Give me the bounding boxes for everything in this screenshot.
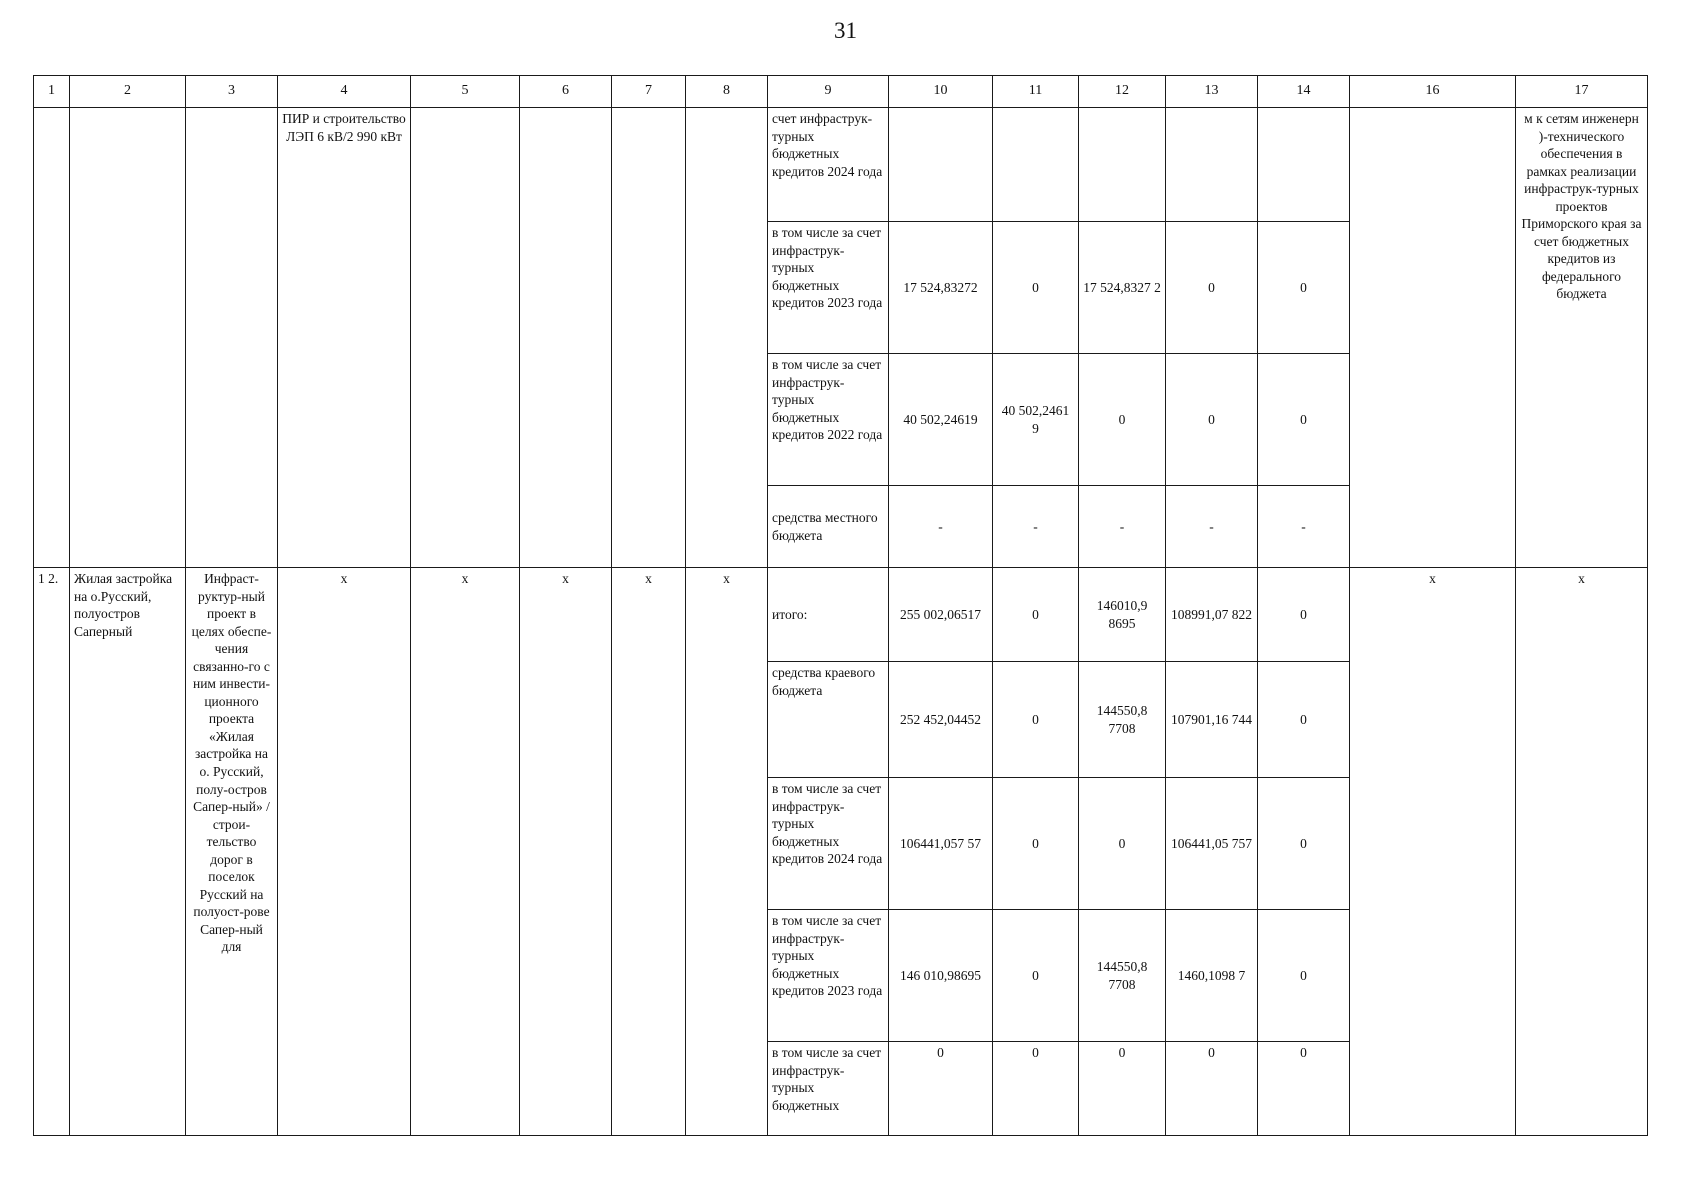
table-row	[34, 108, 1648, 222]
column-header: 4	[278, 76, 411, 108]
value-cell: 107901,16 744	[1166, 662, 1258, 778]
value-cell	[1166, 108, 1258, 222]
value-cell: 1460,1098 7	[1166, 910, 1258, 1042]
cell-x: x	[1516, 568, 1648, 1136]
value-cell: 106441,05 757	[1166, 778, 1258, 910]
value-cell: 0	[993, 910, 1079, 1042]
value-cell: 0	[1258, 222, 1350, 354]
value-cell: 252 452,04452	[889, 662, 993, 778]
object-description: ПИР и строительство ЛЭП 6 кВ/2 990 кВт	[278, 108, 411, 568]
funding-source-label: в том числе за счет инфраструк-турных бюджетных кредитов 2022 года	[768, 354, 889, 486]
value-cell: 0	[1258, 778, 1350, 910]
column-number-header	[34, 76, 1648, 108]
column-header: 8	[686, 76, 768, 108]
value-cell: 0	[993, 1042, 1079, 1136]
cell-x: x	[686, 568, 768, 1136]
column-header: 12	[1079, 76, 1166, 108]
value-cell: -	[889, 486, 993, 568]
column-header: 13	[1166, 76, 1258, 108]
value-cell	[1079, 108, 1166, 222]
value-cell	[889, 108, 993, 222]
cell-empty	[70, 108, 186, 568]
value-cell: 0	[993, 222, 1079, 354]
column-header: 2	[70, 76, 186, 108]
funding-source-label: средства краевого бюджета	[768, 662, 889, 778]
row-number: 1 2.	[34, 568, 70, 1136]
cell-empty	[34, 108, 70, 568]
cell-empty	[186, 108, 278, 568]
value-cell: 108991,07 822	[1166, 568, 1258, 662]
value-cell: 255 002,06517	[889, 568, 993, 662]
value-cell: 0	[993, 568, 1079, 662]
column-header: 6	[520, 76, 612, 108]
funding-source-label: счет инфраструк-турных бюджетных кредитов 2024 года	[768, 108, 889, 222]
value-cell	[1258, 108, 1350, 222]
value-cell: 146 010,98695	[889, 910, 993, 1042]
value-cell: 146010,9 8695	[1079, 568, 1166, 662]
value-cell: 40 502,24619	[889, 354, 993, 486]
cell-empty	[686, 108, 768, 568]
column-header: 14	[1258, 76, 1350, 108]
value-cell: 0	[1258, 910, 1350, 1042]
value-cell: 0	[1166, 222, 1258, 354]
value-cell: -	[1079, 486, 1166, 568]
column-header: 5	[411, 76, 520, 108]
value-cell: 0	[1166, 354, 1258, 486]
value-cell: 144550,8 7708	[1079, 910, 1166, 1042]
funding-source-label: в том числе за счет инфраструк-турных бюджетных	[768, 1042, 889, 1136]
column-header: 9	[768, 76, 889, 108]
value-cell: 0	[1258, 662, 1350, 778]
value-cell: -	[993, 486, 1079, 568]
funding-source-label: в том числе за счет инфраструк-турных бюджетных кредитов 2023 года	[768, 910, 889, 1042]
value-cell: 17 524,8327 2	[1079, 222, 1166, 354]
column-header: 1	[34, 76, 70, 108]
value-cell: 0	[889, 1042, 993, 1136]
value-cell: 0	[1258, 568, 1350, 662]
value-cell: 0	[993, 662, 1079, 778]
column-header: 10	[889, 76, 993, 108]
value-cell: 40 502,2461 9	[993, 354, 1079, 486]
value-cell: 0	[1079, 354, 1166, 486]
value-cell: 0	[1079, 1042, 1166, 1136]
page-number: 31	[834, 18, 857, 43]
cell-x: x	[520, 568, 612, 1136]
column-header: 7	[612, 76, 686, 108]
project-description: Инфраст-руктур-ный проект в целях обеспе-чения связанно-го с ним инвести-ционного проекта «Жилая застройка на о. Русский, полу-остров Сапер-ный» /строи-тельство дорог в поселок Русский на полуост-рове Сапер-ный для	[186, 568, 278, 1136]
value-cell: -	[1166, 486, 1258, 568]
value-cell: 0	[993, 778, 1079, 910]
value-cell: 106441,057 57	[889, 778, 993, 910]
value-cell: 0	[1079, 778, 1166, 910]
cell-empty	[1350, 108, 1516, 568]
value-cell: 144550,8 7708	[1079, 662, 1166, 778]
value-cell: 0	[1258, 1042, 1350, 1136]
column-header: 16	[1350, 76, 1516, 108]
cell-empty	[411, 108, 520, 568]
table-row	[34, 568, 1648, 662]
column-header: 11	[993, 76, 1079, 108]
cell-x: x	[278, 568, 411, 1136]
value-cell: 17 524,83272	[889, 222, 993, 354]
column-header: 17	[1516, 76, 1648, 108]
value-cell: 0	[1166, 1042, 1258, 1136]
project-purpose: м к сетям инженерн )-технического обеспечения в рамках реализации инфраструк-турных проектов Приморского края за счет бюджетных кредитов из федерального бюджета	[1516, 108, 1648, 568]
object-name: Жилая застройка на о.Русский, полуостров Саперный	[70, 568, 186, 1136]
funding-source-label: итого:	[768, 568, 889, 662]
cell-x: x	[612, 568, 686, 1136]
funding-source-label: средства местного бюджета	[768, 486, 889, 568]
cell-empty	[612, 108, 686, 568]
funding-source-label: в том числе за счет инфраструк-турных бюджетных кредитов 2024 года	[768, 778, 889, 910]
cell-x: x	[411, 568, 520, 1136]
value-cell	[993, 108, 1079, 222]
column-header: 3	[186, 76, 278, 108]
cell-empty	[520, 108, 612, 568]
funding-source-label: в том числе за счет инфраструк-турных бюджетных кредитов 2023 года	[768, 222, 889, 354]
budget-table	[33, 75, 1648, 1136]
cell-x: x	[1350, 568, 1516, 1136]
value-cell: 0	[1258, 354, 1350, 486]
value-cell: -	[1258, 486, 1350, 568]
